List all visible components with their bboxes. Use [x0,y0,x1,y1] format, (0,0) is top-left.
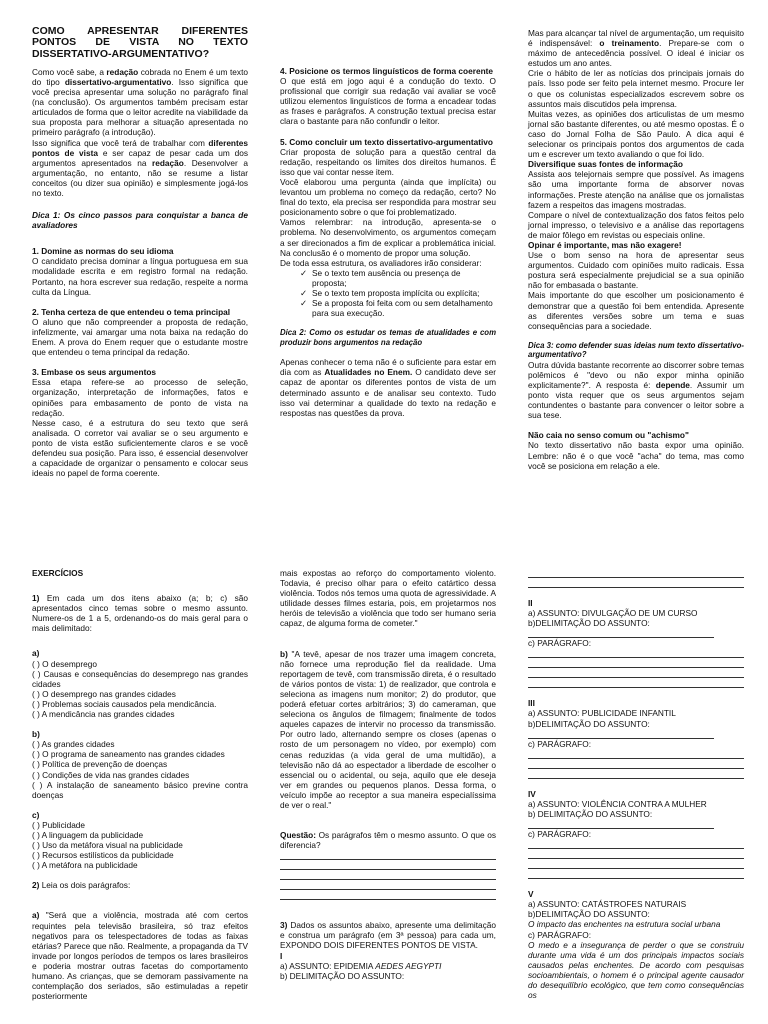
paragrafo-label: c) PARÁGRAFO: [528,829,592,840]
answer-line[interactable] [528,749,744,759]
item-group-label: c) [32,809,40,820]
section-5-text-1: Criar proposta de solução para a questão central da redação, respeitando os limites dos direitos humanos. É isso que vai contar nesse item. [280,146,496,177]
paragrafo-label: c) PARÁGRAFO: [528,738,592,749]
ranking-item[interactable]: ( ) Condições de vida nas grandes cidades [32,769,190,780]
heading-opinar: Opinar é importante, mas não exagere! [528,239,682,250]
col3-text-8: Outra dúvida bastante recorrente ao discorrer sobre temas polêmicos é "devo ou não expor minha opinião explicitamente?". A resposta é: depende. Assumir um ponto vista requer que os seus argumentos sejam contundentes o bastante para convencer o leitor sobre a sua tese. [528,359,744,421]
ranking-item[interactable]: ( ) Causas e consequências do desemprego nas grandes cidades [32,668,248,689]
answer-line[interactable] [528,849,744,859]
dica-1-heading: Dica 1: Os cinco passos para conquistar a banca de avaliadores [32,210,248,231]
delimitacao-line: b) DELIMITAÇÃO DO ASSUNTO: [280,970,405,981]
answer-line[interactable] [280,850,496,860]
ranking-item[interactable]: ( ) O desemprego [32,658,98,669]
section-1-text: O candidato precisa dominar a língua portuguesa em sua modalidade escrita e em registro formal na redação. Portanto, na hora escrever sua redação, respeite a norma culta da Língua. [32,256,248,297]
answer-line[interactable] [528,648,744,658]
answer-line[interactable] [528,678,744,688]
checklist-item: ✓ Se o texto tem ausência ou presença de proposta; [300,267,461,288]
col3-text-4: Assista aos telejornais sempre que possível. As imagens são uma importante forma de absorver novas informações. Preste atenção na análise que os jornalistas fazem a respeitos das imagens mostradas. [528,169,744,210]
article-column-3 [528,28,744,471]
delimitacao-answer: O impacto das enchentes na estrutura social urbana [528,919,721,930]
exercises-title: EXERCÍCIOS [32,568,84,578]
ranking-item[interactable]: ( ) A instalação de saneamento básico previne contra doenças [32,779,248,800]
dica-2-heading: Dica 2: Como os estudar os temas de atualidades e com produzir bons argumentos na redação [280,328,496,347]
answer-line[interactable] [528,869,744,879]
check-icon: ✓ [300,298,307,309]
question-prompt: Questão: Os parágrafos têm o mesmo assunto. O que os diferencia? [280,830,496,851]
item-group-b [32,729,248,800]
answer-line[interactable] [528,859,744,869]
answer-line[interactable] [528,839,744,849]
exercises-column-1 [32,568,248,1001]
ranking-item[interactable]: ( ) Problemas sociais causados pela mendicância. [32,698,217,709]
exercise-block-ii [528,598,744,688]
delimitacao-line: b)DELIMITAÇÃO DO ASSUNTO: [528,909,650,920]
ranking-item[interactable]: ( ) Publicidade [32,819,86,830]
ranking-item[interactable]: ( ) A metáfora na publicidade [32,860,138,871]
section-4-text: O que está em jogo aqui é a condução do texto. O profissional que corrigir sua redação vai avaliar se você utilizou elementos linguísticos de forma a encadear todas as frases e parágrafos. A construção textual precisa estar clara o bastante para não confundir o leitor. [280,76,496,127]
paragrafo-label: c) PARÁGRAFO: [528,929,592,940]
section-3-text-2: Nesse caso, é a estrutura do seu texto que será analisada. O corretor vai avaliar se o seu argumento e ponto de vista estão suficientemente claros e se você defendeu sua posição. Para isso, é essencial desenvolver a capacidade de organizar o pensamento e colocar seus ideais no papel de forma coerente. [32,417,248,479]
intro-paragraph-2: Isso significa que você terá de trabalhar com diferentes pontos de vista e ser capaz de pesar cada um dos argumentos apresentados na redação. Desenvolver a argumentação, no entanto, não se resume a listar conceitos (ou dizer sua opinião) e simplesmente jogá-los no texto. [32,137,248,199]
ranking-item[interactable]: ( ) A mendicância nas grandes cidades [32,709,175,720]
exercise-block-iii [528,698,744,778]
assunto-line: a) ASSUNTO: PUBLICIDADE INFANTIL [528,708,676,719]
article-column-1 [32,26,248,478]
ranking-item[interactable]: ( ) A linguagem da publicidade [32,829,144,840]
item-group-c [32,810,248,871]
check-icon: ✓ [300,267,307,278]
block-number: IV [528,788,536,799]
paragraph-a: a) "Será que a violência, mostrada até com certos requintes pela televisão brasileira, só traz efeitos negativos para os telespectadores de todas as faixas etárias? Parece que não. Realmente, a propaganda da TV invade por longos períodos de tempos os lares brasileiros e poderia mostrar outras facetas do comportamento humano. As crianças, que se demoram passivamente na contemplação dos seriados, são estimuladas a repetir posteriormente [32,910,248,1002]
answer-line[interactable] [528,578,744,588]
intro-paragraph-1: Como você sabe, a redação cobrada no Enem é um texto do tipo dissertativo-argumentativo. Isso significa que você precisa apresentar uma solução no parágrafo final (na conclusão). Os argumentos também precisam estar articulados de forma que o leitor acredite na viabilidade da sua proposta para melhorar a situação apresentada no primeiro parágrafo (a introdução). [32,66,248,138]
answer-line[interactable] [280,890,496,900]
heading-senso-comum: Não caia no senso comum ou "achismo" [528,430,689,441]
item-group-label: b) [32,729,40,740]
answer-line[interactable] [528,668,744,678]
col3-text-3: Muitas vezes, as opiniões dos articulistas de um mesmo jornal são bastante diferentes, ou até mesmo opostas. É o caso do Jornal Folha de São Paulo. A dica aqui é selecionar os principais pontos dos argumentos de cada um e escrever um texto avaliando o que foi lido. [528,108,744,160]
col3-text-7: Mais importante do que escolher um posicionamento é demonstrar que a questão foi bem entendida. Apresente as diferentes versões sobre um tema e suas consequências para a sociedade. [528,290,744,331]
answer-line[interactable] [528,759,744,769]
ranking-item[interactable]: ( ) Uso da metáfora visual na publicidade [32,840,183,851]
answer-line[interactable] [280,860,496,870]
item-group-a [32,648,248,719]
section-5-title: 5. Como concluir um texto dissertativo-argumentativo [280,136,493,147]
section-2-title: 2. Tenha certeza de que entendeu o tema principal [32,306,231,317]
answer-line[interactable] [280,870,496,880]
answer-line[interactable] [280,880,496,890]
answer-line[interactable] [528,568,744,578]
heading-diversifique: Diversifique suas fontes de informação [528,159,683,170]
paragraph-a-continued: mais expostas ao reforço do comportamento violento. Todavia, é preciso olhar para o efeito catártico dessa violência. Todos nós temos uma quota de agressividade. A utilidade desses filmes estaria, pois, em projetarmos nos heróis de televisão a violência que todo ser humano seria capaz, de alguma forma de cometer." [280,568,496,629]
section-1-title: 1. Domine as normas do seu idioma [32,246,174,257]
assunto-line: a) ASSUNTO: EPIDEMIA AEDES AEGYPTI [280,960,442,971]
block-number: I [280,950,283,961]
ranking-item[interactable]: ( ) O desemprego nas grandes cidades [32,688,176,699]
section-5-text-2: Você elaborou uma pergunta (ainda que implícita) ou levantou um problema no começo da redação, certo? No final do texto, ela precisa ser respondida para mostrar seu posicionamento sobre o que foi problematizado. [280,176,496,218]
article-title: COMO APRESENTAR DIFERENTES PONTOS DE VISTA NO TEXTO DISSERTATIVO-ARGUMENTATIVO? [32,25,248,60]
answer-line[interactable] [528,658,744,668]
block-number: III [528,698,535,709]
delimitacao-line: b) DELIMITAÇÃO DO ASSUNTO: [528,808,653,819]
answer-line[interactable] [528,819,714,829]
paragraph-b: b) "A tevê, apesar de nos trazer uma imagem concreta, não fornece uma reprodução fiel da realidade. Uma reportagem de tevê, com transmissão direta, é o resultado de vários pontos de vista: 1) de realizador, que controla e seleciona as imagens num monitor; 2) do produtor, que poderá efetuar cortes arbitrários; 3) do cameraman, que seleciona os ângulos de filmagem; finalmente de todos aqueles capazes de intervir no processo da transmissão. Por outro lado, alternando sempre os closes (apenas o rosto de um personagem no vídeo, por exemplo) com cenas reduzidas (a vida geral de uma multidão), a televisão não dá ao espectador a liberdade de escolher o essencial ou o acidental, ou seja, aquilo que ele deseja ver em grandes ou pequenos planos. Dessa forma, o veículo impõe ao receptor a sua maneira especialíssima de ver o real." [280,648,496,810]
dica-2-text: Apenas conhecer o tema não é o suficiente para estar em dia com as Atualidades no Enem. O candidato deve ser capaz de apontar os diferentes pontos de vista de um determinado assunto e de analisar seu contexto. Tudo isso vai determinar a qualidade do texto na redação e respostas nas questões da prova. [280,357,496,418]
ranking-item[interactable]: ( ) Política de prevenção de doenças [32,759,168,770]
ranking-item[interactable]: ( ) O programa de saneamento nas grandes cidades [32,749,225,760]
question-3: 3) Dados os assuntos abaixo, apresente uma delimitação e construa um parágrafo (em 3ª pessoa) para cada um, EXPONDO DOIS DIFERENTES PONTOS DE VISTA. [280,920,496,951]
section-5-text-4: De toda essa estrutura, os avaliadores irão considerar: [280,257,482,268]
question-1: 1) Em cada um dos itens abaixo (a; b; c) são apresentados cinco temas sobre o mesmo assunto. Numere-os de 1 a 5, ordenando-os do mais geral para o mais delimitado: [32,593,248,634]
ranking-item[interactable]: ( ) Recursos estilísticos da publicidade [32,850,174,861]
col3-text-2: Crie o hábito de ler as notícias dos principais jornais do país. Isso pode ser feito pela internet mesmo. Procure ler o que os colunistas especializados escrevem sobre os assuntos mais discutidos pela imprensa. [528,68,744,109]
paragrafo-answer: O medo e a insegurança de perder o que se construiu durante uma vida é um dos principais impactos sociais causados pelas enchentes. De acordo com pesquisas socioambientais, o homem é o principal agente causador do desequilíbrio ecológico, que tem como consequências os [528,939,744,1001]
assunto-line: a) ASSUNTO: DIVULGAÇÃO DE UM CURSO [528,608,698,619]
exercise-block-v [528,889,744,1000]
ranking-item[interactable]: ( ) As grandes cidades [32,739,115,750]
section-2-text: O aluno que não compreender a proposta de redação, infelizmente, vai amargar uma nota baixa na redação do Enem. A prova do Enem requer que o estudante mostre que entendeu o tema principal da redação. [32,316,248,358]
dica-3-heading: Dica 3: como defender suas ideias num texto dissertativo-argumentativo? [528,340,744,360]
item-group-label: a) [32,648,40,659]
col3-text-5: Compare o nível de contextualização dos fatos feitos pelo jornal impresso, o televisivo e a análise das reportagens de maior fôlego em revistas ou especiais online. [528,209,744,240]
article-column-2 [280,26,496,418]
paragrafo-label: c) PARÁGRAFO: [528,638,592,649]
criteria-checklist [280,268,496,318]
exercises-column-2 [280,568,496,981]
section-3-text-1: Essa etapa refere-se ao processo de seleção, organização, interpretação de informações, fatos e opiniões para embasamento de ponto de vista na redação. [32,377,248,418]
check-icon: ✓ [300,287,307,298]
question-2: 2) Leia os dois parágrafos: [32,880,131,891]
col3-text-9: No texto dissertativo não basta expor uma opinião. Lembre: não é o que você "acha" do tema, mas como você se posiciona em relação a ele. [528,440,744,471]
block-number: V [528,889,534,900]
answer-line[interactable] [528,769,744,779]
block-number: II [528,598,533,608]
col3-text-6: Use o bom senso na hora de apresentar seus argumentos. Cuidado com opiniões muito radicais. Essa postura será especialmente prejudicial se a sua opinião não for embasada o bastante. [528,250,744,291]
answer-line[interactable] [528,729,714,739]
section-3-title: 3. Embase os seus argumentos [32,367,157,378]
assunto-line: a) ASSUNTO: CATÁSTROFES NATURAIS [528,899,687,910]
checklist-item: ✓ Se a proposta foi feita com ou sem detalhamento para sua execução. [300,298,493,319]
assunto-line: a) ASSUNTO: VIOLÊNCIA CONTRA A MULHER [528,798,707,809]
exercise-block-iv [528,789,744,879]
section-4-title: 4. Posicione os termos linguísticos de forma coerente [280,66,494,76]
checklist-item: ✓ Se o texto tem proposta implícita ou explícita; [300,287,480,298]
answer-line[interactable] [528,628,714,638]
delimitacao-line: b)DELIMITAÇÃO DO ASSUNTO: [528,718,650,729]
section-5-text-3: Vamos relembrar: na introdução, apresenta-se o problema. No desenvolvimento, os argumentos começam a ser direcionados a fim de explicar a problemática inicial. Na conclusão é o momento de propor uma solução. [280,217,496,258]
col3-text-1: Mas para alcançar tal nível de argumentação, um requisito é indispensável: o treinamento. Prepare-se com o máximo de antecedência possível. O ideal é iniciar os estudos um ano antes. [528,28,744,69]
exercises-column-3 [528,568,744,1000]
delimitacao-line: b)DELIMITAÇÃO DO ASSUNTO: [528,618,650,629]
